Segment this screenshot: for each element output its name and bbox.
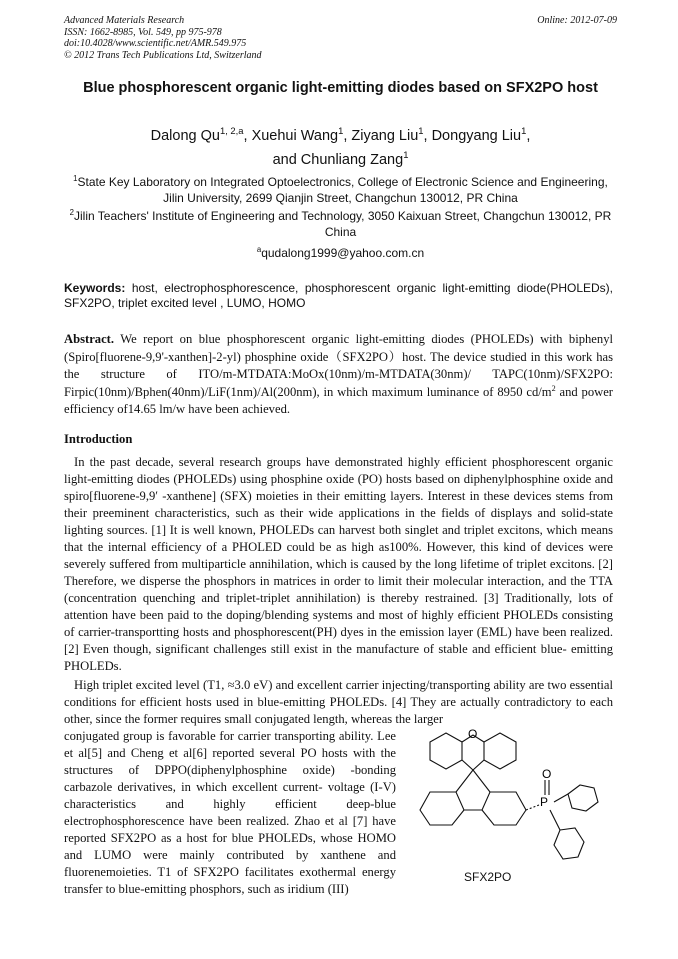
copyright: © 2012 Trans Tech Publications Ltd, Switzerland [64,49,262,61]
phenyl-ring-2 [554,828,584,859]
atom-p-label: P [540,795,549,809]
section-heading-introduction: Introduction [64,432,133,446]
fluorene-spiro-bond-right [473,770,490,792]
xanthene-spiro-bond-left [462,760,473,770]
aff-text: State Key Laboratory on Integrated Optoelectronics, College of Electronic Science and Engineering, Jilin University, 2699 Qianjin Street, Changchun 130012, PR China [77,175,608,205]
abstract-sup: 2 [551,383,556,393]
fluorene-right-ring [482,792,526,825]
atom-o2-label: O [542,767,552,781]
fluorene-left-ring [420,792,464,825]
atom-o-label: O [468,727,478,741]
author-separator: , [526,128,531,144]
xanthene-spiro-bond-right [473,760,484,770]
figure-caption: SFX2PO [464,870,512,884]
author: Dalong Qu [150,128,220,144]
abstract-label: Abstract. [64,332,115,346]
author: , Ziyang Liu [343,128,419,144]
issn: ISSN: 1662-8985, Vol. 549, pp 975-978 [64,26,222,38]
aff-text: Jilin Teachers' Institute of Engineering and Technology, 3050 Kaixuan Street, Changchun 130012, PR China [74,209,612,239]
author-sup: 1 [521,125,527,137]
author-sup: 1 [418,125,424,137]
author-sup: 1 [338,125,344,137]
affiliation-2 [64,208,617,240]
xanthene-right-ring [484,733,516,769]
paragraph-2: High triplet excited level (T1, ≈3.0 eV) and excellent carrier injecting/transporting ability are two essential conditions for efficient hosts used in blue-emitting PHOLEDs. [4] They are actually contradictory to each other, since the former requires small conjugated length, whereas the larger [64,678,613,726]
aff-sup: 1 [73,174,78,183]
email-text: qudalong1999@yahoo.com.cn [261,246,425,260]
author: , Dongyang Liu [423,128,522,144]
email-sup: a [256,245,262,254]
author-sup: 1, 2,a [219,125,244,137]
keywords [64,281,613,311]
authors [64,124,617,172]
abstract-text: We report on blue phosphorescent organic light-emitting diodes (PHOLEDs) with biphenyl (Spiro[fluorene-9,9'-xanthen]-2-yl) phosphine oxide（SFX2PO）host. The device studied in this work has the structure of ITO/m-MTDATA:MoOx(10nm)/m-MTDATA(30nm)/ TAPC(10nm)/SFX2PO: Firpic(10nm)/Bphen(40nm)/LiF(1nm)/Al(200nm), in which maximum luminance of 8950 cd/m [64,332,613,399]
p-phenyl-bond-2 [550,810,560,830]
sfx2po-structure [408,722,608,887]
keywords-label: Keywords: [64,281,126,295]
fluorene-spiro-bond-left [456,770,473,792]
email [64,245,617,261]
paper-title: Blue phosphorescent organic light-emitting diodes based on SFX2PO host [83,80,598,96]
author-sup: 1 [403,149,409,161]
p-phenyl-bond-1 [554,794,568,802]
author: , Xuehui Wang [243,128,339,144]
paragraph-3: conjugated group is favorable for carrier transporting ability. Lee et al[5] and Cheng et al[6] reported several PO hosts with the structures of DPPO(diphenylphosphine oxide) -bonding carbazole derivatives, in which excellent current- voltage (I-V) characteristics and highly efficient deep-blue electrophosphorescence have been realized. Zhao et al [7] have reported SFX2PO as a host for blue PHOLEDs, whose HOMO and LUMO were mainly contributed by xanthene and fluorenemoieties. T1 of SFX2PO facilitates exothermal energy transfer to blue-emitting phosphors, such as iridium (III) [64,729,396,896]
abstract [64,331,613,419]
abstract-text-end: and power efficiency of14.65 lm/w have been achieved. [64,384,613,417]
journal-name: Advanced Materials Research [64,15,185,26]
affiliation-1 [64,174,617,206]
keywords-text: host, electrophosphorescence, phosphorescent organic light-emitting diode(PHOLEDs), SFX2PO, triplet excited level , LUMO, HOMO [64,281,613,310]
phenyl-ring-1 [568,785,598,811]
phosphine-bond [526,805,539,810]
aff-sup: 2 [69,208,74,217]
author: and Chunliang Zang [272,152,404,168]
online-date: Online: 2012-07-09 [537,15,617,26]
page-header [64,15,617,61]
paragraph-1: In the past decade, several research groups have demonstrated highly efficient phosphorescent organic light-emitting diodes (PHOLEDs) using phosphine oxide (PO) hosts based on diphenylphosphine oxide and spiro[fluorene-9,9′ -xanthene] (SFX) moieties in their emitting layers. Interest in these devices stems from their preeminent characteristics, such as their wide applications in the fields of displays and solid-state lighting sources. [1] It is well known, PHOLEDs can harvest both singlet and triplet excitons, which means that the internal efficiency of a PHOLED could be as high as100%. However, this kind of devices were severely suffered from multiparticle annihilation, which is caused by the long lifetime of triplet excitons. [2] Therefore, we disperse the phosphors in matrices in order to limit their molecular interaction, and the TTA (concentration quenching and triplet-triplet annihilation) is thereby restrained. [3] Traditionally, lots of attention have been paid to the doping/blending systems and most of highly efficient PHOLEDs consisting of carrier-transportting hosts and phosphorescent(PH) dyes in the emission layer (EML) have been realized.[2] Even though, significant challenges still exist in the manufacture of stable and efficient blue- emitting PHOLEDs. [64,455,613,673]
xanthene-left-ring [430,733,462,769]
doi: doi:10.4028/www.scientific.net/AMR.549.975 [64,38,247,49]
